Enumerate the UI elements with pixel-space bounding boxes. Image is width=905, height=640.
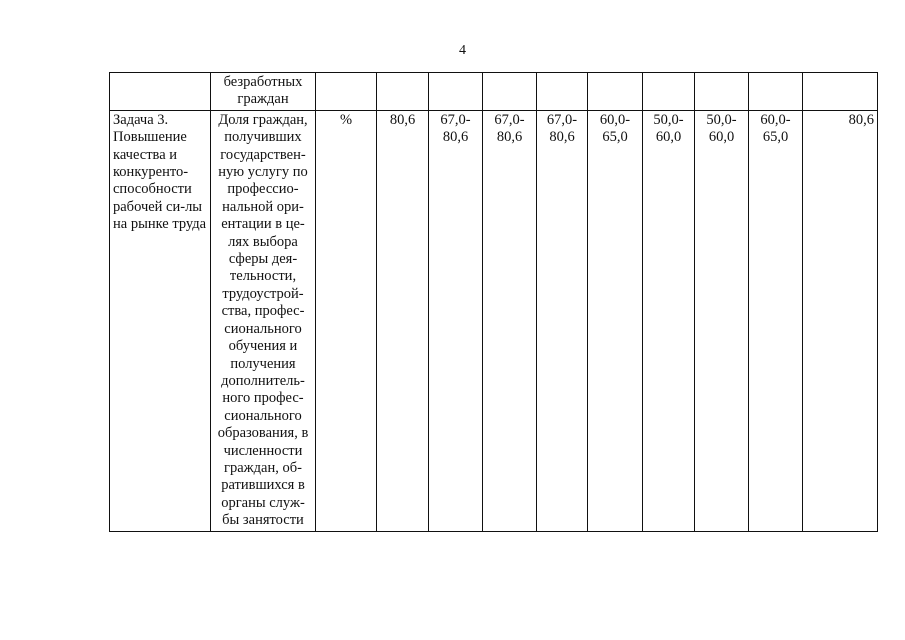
table-row-task-3 (110, 110, 878, 531)
table-cell (695, 73, 749, 111)
table-cell (316, 73, 377, 111)
indicator-cell: Доля граждан, получивших государствен-ную услугу по профессио-нальной ори-ентации в це-лях выбора сферы дея-тельности, трудоустрой-ства, профес-сионального обучения и получения дополнитель-ного профес-сионального образования, в численности граждан, об-ратившихся в органы служ-бы занятости (211, 110, 316, 531)
table-cell (483, 73, 537, 111)
value-cell: 67,0- 80,6 (429, 110, 483, 531)
indicators-table (109, 72, 878, 532)
table-cell (429, 73, 483, 111)
value-cell: 80,6 (377, 110, 429, 531)
value-cell: 80,6 (803, 110, 878, 531)
value-cell: 67,0- 80,6 (537, 110, 588, 531)
table-cell (377, 73, 429, 111)
value-cell: 50,0- 60,0 (695, 110, 749, 531)
table-cell (643, 73, 695, 111)
table-row-continuation (110, 73, 878, 111)
table-cell (110, 73, 211, 111)
task-cell: Задача 3. Повышение качества и конкуренто-способности рабочей си-лы на рынке труда (110, 110, 211, 531)
table-cell (749, 73, 803, 111)
table-cell (803, 73, 878, 111)
table-cell (537, 73, 588, 111)
value-cell: 50,0- 60,0 (643, 110, 695, 531)
value-cell: 60,0- 65,0 (588, 110, 643, 531)
page-number: 4 (459, 43, 466, 58)
value-cell: 60,0- 65,0 (749, 110, 803, 531)
table-cell (588, 73, 643, 111)
value-cell: 67,0- 80,6 (483, 110, 537, 531)
indicator-continuation-cell: безработных граждан (211, 73, 316, 111)
unit-cell: % (316, 110, 377, 531)
